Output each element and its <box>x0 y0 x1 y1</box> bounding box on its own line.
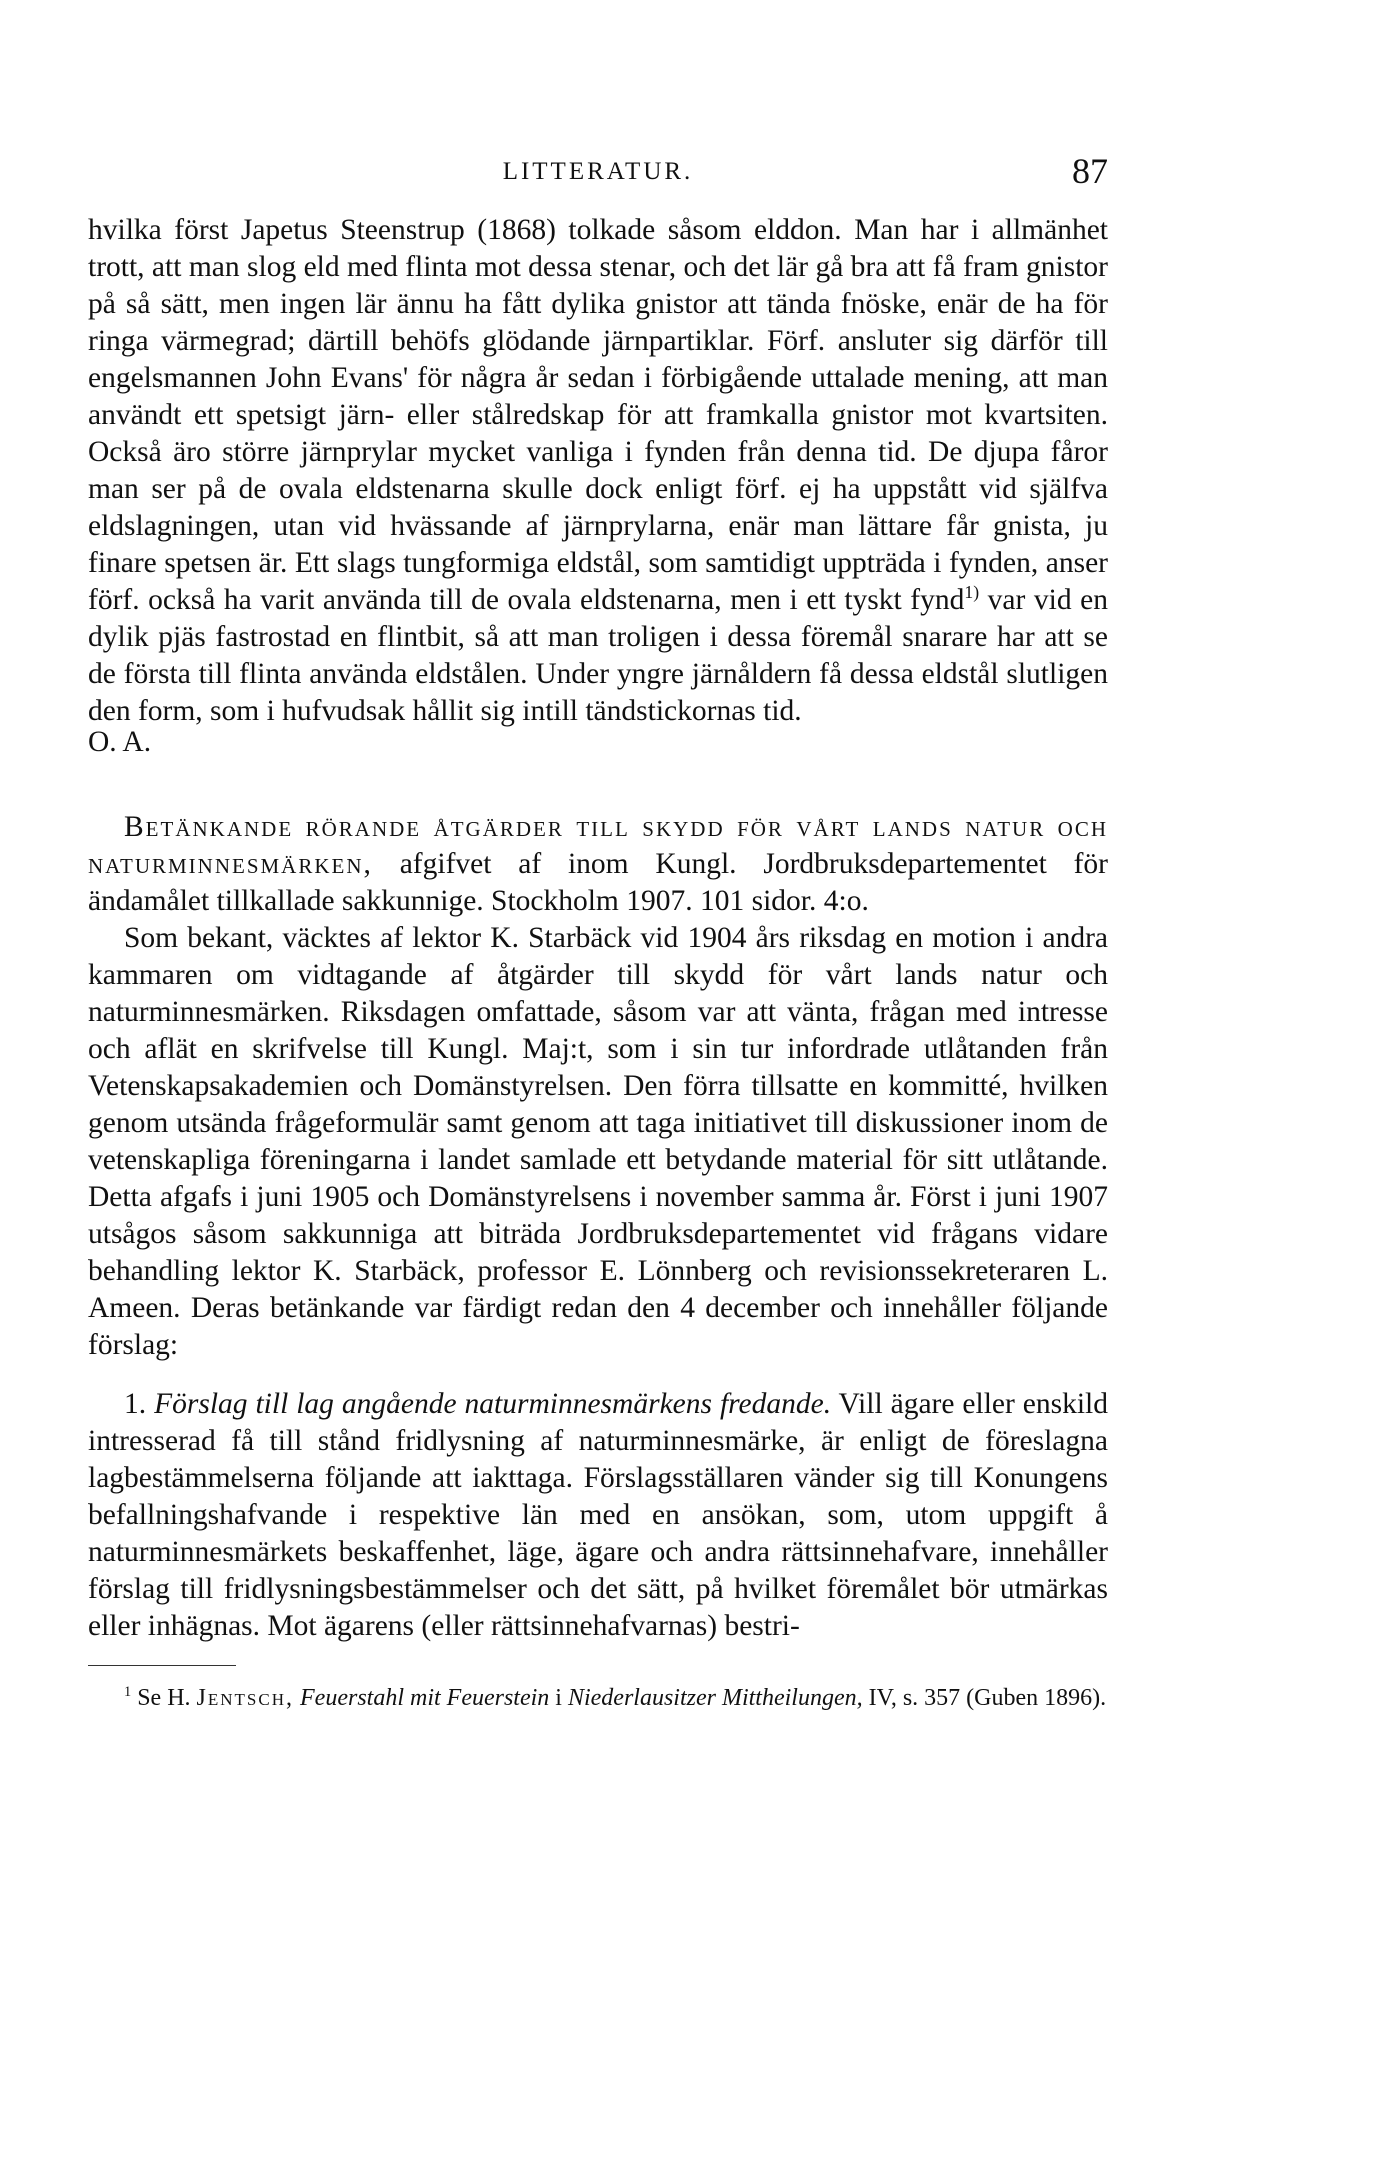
review-signature: O. A. <box>88 726 152 758</box>
proposal-number: 1. <box>124 1388 147 1420</box>
footnote-author-prefix: Se H. <box>137 1685 191 1711</box>
footnote-marker: 1 <box>124 1684 132 1700</box>
footnote <box>88 1682 1108 1714</box>
proposal-text: Vill ägare eller enskild intresserad få till stånd fridlysning af naturminnesmärke, är enligt de föreslagna lagbestämmelserna följande att iakttaga. Förslagsställaren vänder sig till Konungens befallningshafvande i respektive län med en ansökan, som, utom uppgift å naturminnesmärkets beskaffenhet, läge, ägare och andra rättsinnehafvare, innehåller förslag till fridlysningsbestämmelser och det sätt, på hvilket föremålet bör utmärkas eller inhägnas. Mot ägarens (eller rättsinnehafvarnas) bestri- <box>88 1388 1108 1642</box>
continuation-text: hvilka först Japetus Steenstrup (1868) tolkade såsom elddon. Man har i allmänhet trott, att man slog eld med flinta mot dessa stenar, och det lär gå bra att få fram gnistor på så sätt, men ingen lär ännu ha fått dylika gnistor att tända fnöske, enär de ha för ringa värmegrad; därtill behöfs glödande järnpartiklar. Förf. ansluter sig därför till engelsmannen John Evans' för några år sedan i förbigående uttalade mening, att man användt ett spetsigt järn- eller stålredskap för att framkalla gnistor mot kvartsiten. Också äro större järnprylar mycket vanliga i fynden från denna tid. De djupa fåror man ser på de ovala eldstenarna skulle dock enligt förf. ej ha uppstått vid själfva eldslagningen, utan vid hvässande af järnprylarna, enär man lättare får gnista, ju finare spetsen är. Ett slags tungformiga eldstål, som samtidigt uppträda i fynden, anser förf. också ha varit använda till de ovala eldstenarna, men i ett tyskt fynd <box>88 214 1108 616</box>
continuation-text-2: var vid en dylik pjäs fastrostad en flintbit, så att man troligen i dessa föremål snarare har att se de första till flinta använda eldstålen. Under yngre järnåldern få dessa eldstål slutligen den form, som i hufvudsak hållit sig intill tändstickornas tid. <box>88 584 1108 727</box>
review-title: Betänkande rörande åtgärder till skydd för vårt lands natur och naturminnesmärken, <box>88 811 1108 880</box>
running-head: LITTERATUR. <box>502 158 694 185</box>
footnote-details: IV, s. 357 (Guben 1896). <box>862 1685 1107 1711</box>
page-header <box>88 152 1108 192</box>
footnote-divider <box>88 1665 236 1666</box>
footnote-reference: 1) <box>964 582 980 603</box>
review-paragraph: Som bekant, väcktes af lektor K. Starbäck vid 1904 års riksdag en motion i andra kammaren om vidtagande af åtgärder till skydd för vårt lands natur och naturminnesmärken. Riksdagen omfattade, såsom var att vänta, frågan med intresse och aflät en skrifvelse till Kungl. Maj:t, som i sin tur infordrade utlåtanden från Vetenskapsakademien och Domänstyrelsen. Den förra tillsatte en kommitté, hvilken genom utsända frågeformulär samt genom att taga initiativet till diskussioner inom de vetenskapliga föreningarna i landet samlade ett betydande material för sitt utlåtande. Detta afgafs i juni 1905 och Domänstyrelsens i november samma år. Först i juni 1907 utsågos såsom sakkunniga att biträda Jordbruksdepartementet vid frågans vidare behandling lektor K. Starbäck, professor E. Lönnberg och revisionssekreteraren L. Ameen. Deras betänkande var färdigt redan den 4 december och innehåller följande förslag: <box>88 922 1108 1361</box>
footnote-author: Jentsch, <box>196 1685 295 1711</box>
review-bibliographic-details: afgifvet af inom Kungl. Jordbruksdepartementet för ändamålet tillkallade sakkunnige. Stockholm 1907. 101 sidor. 4:o. <box>88 848 1108 917</box>
review-heading <box>88 809 1108 920</box>
proposal-item <box>88 1386 1108 1645</box>
footnote-journal: Niederlausitzer Mittheilungen, <box>567 1685 863 1711</box>
footnote-connector: i <box>549 1685 568 1711</box>
continuation-paragraph <box>88 212 1108 730</box>
page-body <box>88 212 1108 1714</box>
footnote-work: Feuerstahl mit Feuerstein <box>300 1685 550 1711</box>
page-number: 87 <box>1072 151 1108 191</box>
proposal-title: Förslag till lag angående naturminnesmärkens fredande. <box>154 1388 832 1420</box>
